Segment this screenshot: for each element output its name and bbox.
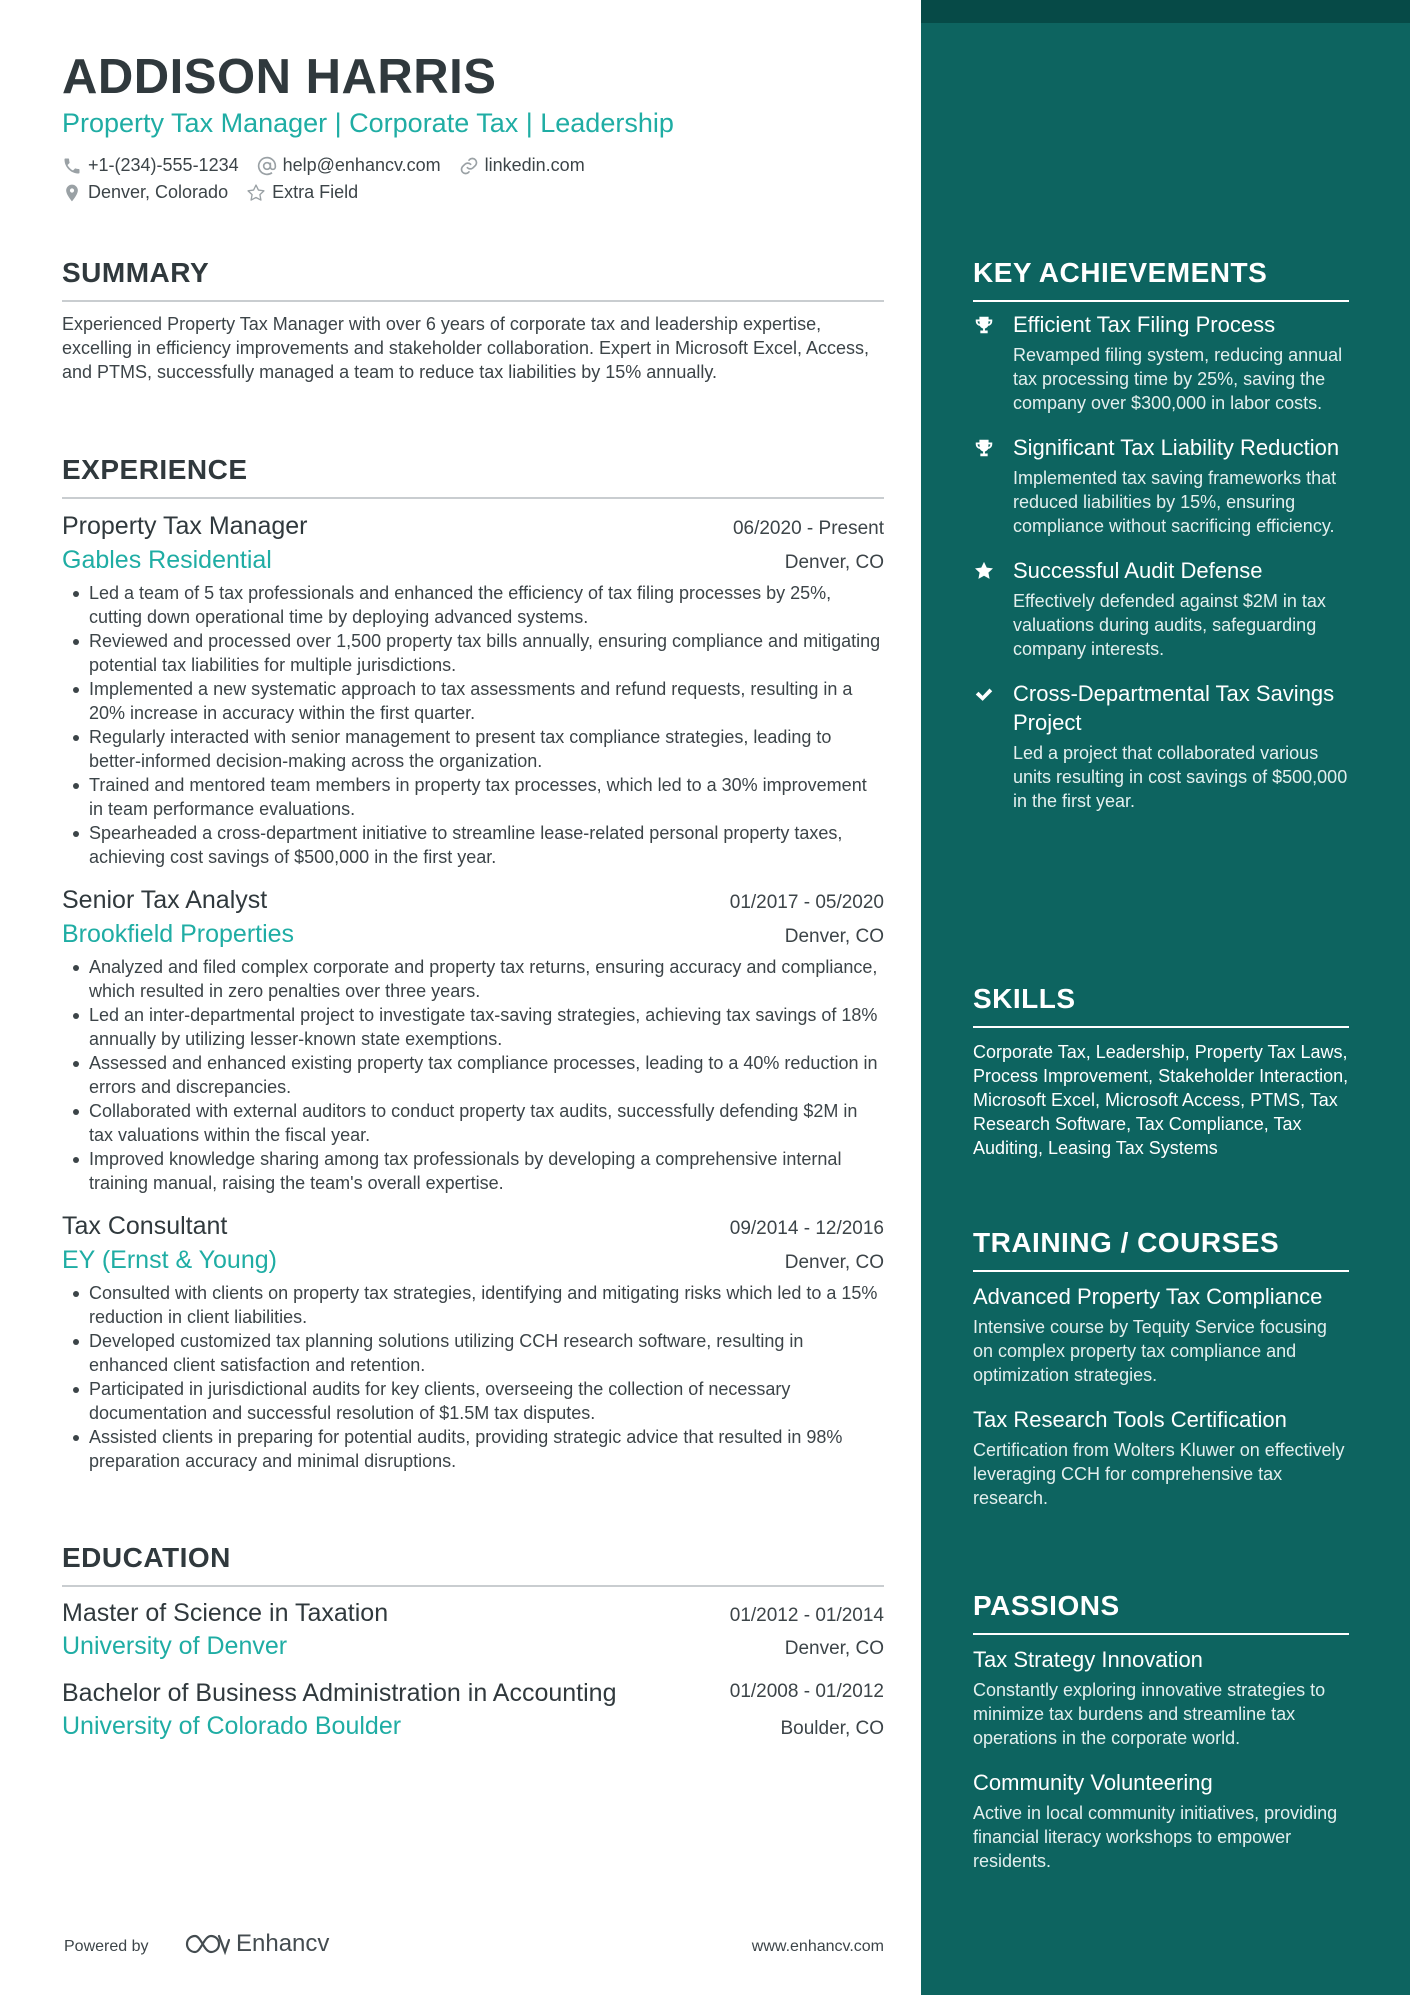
achievement-title: Efficient Tax Filing Process <box>1013 312 1276 337</box>
job-dates: 09/2014 - 12/2016 <box>729 1218 884 1239</box>
achievement-item <box>973 556 1349 661</box>
job-bullet: Participated in jurisdictional audits for key clients, overseeing the collection of necessary documentation and successful resolution of $1.5M tax disputes. <box>62 1377 884 1425</box>
job-location: Denver, CO <box>784 1252 884 1273</box>
job-bullet: Assisted clients in preparing for potential audits, providing strategic advice that resulted in 98% preparation accuracy and minimal disruptions. <box>62 1425 884 1473</box>
contact-phone[interactable] <box>62 155 239 176</box>
job-entry <box>62 509 884 869</box>
passions-title: PASSIONS <box>973 1589 1349 1635</box>
education-title: EDUCATION <box>62 1541 884 1587</box>
link-icon <box>459 156 479 176</box>
passion-item-description: Active in local community initiatives, providing financial literacy workshops to empower residents. <box>973 1803 1338 1871</box>
phone-text: +1-(234)-555-1234 <box>88 155 239 175</box>
skills-text: Corporate Tax, Leadership, Property Tax Laws, Process Improvement, Stakeholder Interaction, Microsoft Excel, Microsoft Access, PTMS, Tax Research Software, Tax Compliance, Tax Auditing, Leasing Tax Systems <box>973 1042 1349 1158</box>
job-company: Brookfield Properties <box>62 920 295 948</box>
job-bullets <box>62 1281 884 1473</box>
job-bullet: Spearheaded a cross-department initiative to streamline lease-related personal property taxes, achieving cost savings of $500,000 in the first year. <box>62 821 884 869</box>
school-location: Denver, CO <box>784 1638 884 1659</box>
job-bullet: Assessed and enhanced existing property tax compliance processes, leading to a 40% reduction in errors and discrepancies. <box>62 1051 884 1099</box>
contact-location <box>62 182 228 203</box>
job-entry <box>62 1209 884 1473</box>
job-bullet: Led a team of 5 tax professionals and enhanced the efficiency of tax filing processes by 25%, cutting down operational time by deploying advanced systems. <box>62 581 884 629</box>
training-item-title: Advanced Property Tax Compliance <box>973 1284 1323 1309</box>
training-item <box>973 1405 1349 1510</box>
resume-header <box>62 50 884 206</box>
enhancv-brand-text: Enhancv <box>236 1930 330 1957</box>
job-bullet: Developed customized tax planning solutions utilizing CCH research software, resulting in enhanced client satisfaction and retention. <box>62 1329 884 1377</box>
training-item <box>973 1282 1349 1387</box>
candidate-name: ADDISON HARRIS <box>62 50 497 104</box>
degree-title: Master of Science in Taxation <box>62 1599 389 1627</box>
contact-email[interactable] <box>257 155 441 176</box>
achievement-item <box>973 310 1349 415</box>
location-text: Denver, Colorado <box>88 182 229 202</box>
enhancv-logo[interactable] <box>184 1930 329 1958</box>
job-bullet: Implemented a new systematic approach to tax assessments and refund requests, resulting in a 20% increase in accuracy within the first quarter. <box>62 677 884 725</box>
contact-info <box>62 152 884 206</box>
training-item-description: Certification from Wolters Kluwer on effectively leveraging CCH for comprehensive tax research. <box>973 1440 1345 1508</box>
job-bullet: Collaborated with external auditors to conduct property tax audits, successfully defending $2M in tax valuations within the fiscal year. <box>62 1099 884 1147</box>
footer <box>64 1930 884 1970</box>
passion-item-title: Community Volunteering <box>973 1770 1213 1795</box>
achievements-section <box>973 256 1349 813</box>
job-bullet: Improved knowledge sharing among tax professionals by developing a comprehensive internal training manual, raising the team's overall expertise. <box>62 1147 884 1195</box>
job-bullet: Regularly interacted with senior management to present tax compliance strategies, leading to better-informed decision-making across the organization. <box>62 725 884 773</box>
training-item-description: Intensive course by Tequity Service focusing on complex property tax compliance and optimization strategies. <box>973 1317 1327 1385</box>
achievement-item <box>973 433 1349 538</box>
job-dates: 01/2017 - 05/2020 <box>729 892 884 913</box>
job-title: Senior Tax Analyst <box>62 886 268 914</box>
job-company: Gables Residential <box>62 546 272 574</box>
job-entry <box>62 883 884 1195</box>
checkmark-icon <box>973 683 995 705</box>
job-bullet: Analyzed and filed complex corporate and property tax returns, ensuring accuracy and compliance, which resulted in zero penalties over three years. <box>62 955 884 1003</box>
achievement-title: Cross-Departmental Tax Savings Project <box>1013 681 1335 735</box>
achievement-description: Implemented tax saving frameworks that reduced liabilities by 15%, ensuring compliance without sacrificing efficiency. <box>1013 468 1337 536</box>
summary-title: SUMMARY <box>62 256 884 302</box>
experience-title: EXPERIENCE <box>62 453 884 499</box>
passion-item-description: Constantly exploring innovative strategies to minimize tax burdens and streamline tax operations in the corporate world. <box>973 1680 1326 1748</box>
job-title: Tax Consultant <box>62 1212 228 1240</box>
phone-icon <box>62 156 82 176</box>
website-link[interactable]: www.enhancv.com <box>751 1938 884 1955</box>
candidate-headline: Property Tax Manager | Corporate Tax | Leadership <box>62 108 674 138</box>
training-item-title: Tax Research Tools Certification <box>973 1407 1287 1432</box>
email-text: help@enhancv.com <box>282 155 441 175</box>
sidebar <box>921 0 1410 1995</box>
summary-text: Experienced Property Tax Manager with over 6 years of corporate tax and leadership expertise, excelling in efficiency improvements and stakeholder collaboration. Expert in Microsoft Excel, Access, and PTMS, successfully managed a team to reduce tax liabilities by 15% annually. <box>62 314 870 382</box>
job-dates: 06/2020 - Present <box>732 518 884 539</box>
location-pin-icon <box>62 183 82 203</box>
linkedin-text: linkedin.com <box>484 155 585 175</box>
contact-extra <box>246 182 358 203</box>
job-bullet: Reviewed and processed over 1,500 property tax bills annually, ensuring compliance and mitigating potential tax liabilities for multiple jurisdictions. <box>62 629 884 677</box>
school-name: University of Colorado Boulder <box>62 1712 402 1740</box>
job-bullet: Trained and mentored team members in property tax processes, which led to a 30% improvement in team performance evaluations. <box>62 773 884 821</box>
job-bullets <box>62 581 884 869</box>
trophy-icon <box>973 437 995 459</box>
achievement-title: Significant Tax Liability Reduction <box>1013 435 1340 460</box>
job-company: EY (Ernst & Young) <box>62 1246 277 1274</box>
passion-item-title: Tax Strategy Innovation <box>973 1647 1203 1672</box>
training-title: TRAINING / COURSES <box>973 1226 1349 1272</box>
job-bullet: Consulted with clients on property tax strategies, identifying and mitigating risks which led to a 15% reduction in client liabilities. <box>62 1281 884 1329</box>
achievement-description: Led a project that collaborated various units resulting in cost savings of $500,000 in the first year. <box>1013 743 1348 811</box>
experience-section <box>62 453 884 1473</box>
job-bullet: Led an inter-departmental project to investigate tax-saving strategies, achieving tax savings of 18% annually by utilizing lesser-known state exemptions. <box>62 1003 884 1051</box>
contact-linkedin[interactable] <box>459 155 585 176</box>
passions-section <box>973 1589 1349 1873</box>
skills-section <box>973 982 1349 1160</box>
school-location: Boulder, CO <box>780 1718 884 1739</box>
powered-by-label: Powered by <box>64 1938 149 1955</box>
achievement-item <box>973 679 1349 813</box>
job-title: Property Tax Manager <box>62 512 308 540</box>
enhancv-logo-icon <box>184 1932 230 1956</box>
job-location: Denver, CO <box>784 552 884 573</box>
passion-item <box>973 1768 1349 1873</box>
education-entry <box>62 1677 884 1743</box>
trophy-icon <box>973 314 995 336</box>
training-section <box>973 1226 1349 1510</box>
achievement-description: Revamped filing system, reducing annual tax processing time by 25%, saving the company over $300,000 in labor costs. <box>1013 345 1343 413</box>
education-entry <box>62 1597 884 1663</box>
degree-title: Bachelor of Business Administration in Accounting <box>62 1679 617 1707</box>
at-sign-icon <box>257 156 277 176</box>
achievement-description: Effectively defended against $2M in tax valuations during audits, safeguarding company interests. <box>1013 591 1326 659</box>
sidebar-top-bar <box>921 0 1410 23</box>
school-name: University of Denver <box>62 1632 288 1660</box>
education-section <box>62 1541 884 1743</box>
education-dates: 01/2012 - 01/2014 <box>729 1605 884 1626</box>
job-location: Denver, CO <box>784 926 884 947</box>
star-icon <box>973 560 995 582</box>
skills-title: SKILLS <box>973 982 1349 1028</box>
job-bullets <box>62 955 884 1195</box>
extra-text: Extra Field <box>272 182 359 202</box>
star-outline-icon <box>246 183 266 203</box>
education-dates: 01/2008 - 01/2012 <box>729 1681 884 1702</box>
achievements-title: KEY ACHIEVEMENTS <box>973 256 1349 302</box>
achievement-title: Successful Audit Defense <box>1013 558 1263 583</box>
summary-section <box>62 256 884 384</box>
passion-item <box>973 1645 1349 1750</box>
